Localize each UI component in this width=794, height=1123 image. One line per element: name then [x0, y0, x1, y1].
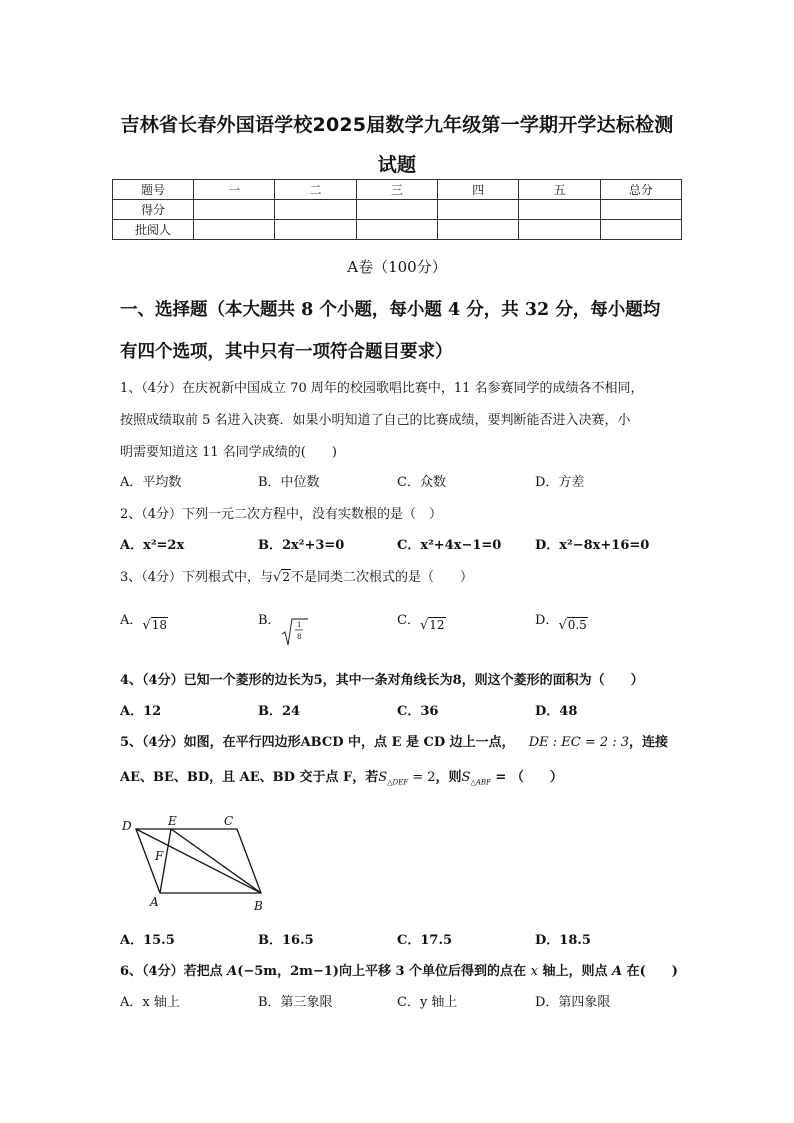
- q3-stem-before: 3、（4分）下列根式中，与: [120, 570, 274, 585]
- q3-option-c[interactable]: [397, 609, 446, 633]
- score-cell[interactable]: [437, 200, 518, 220]
- q6-stem-a: 6、（4分）若把点: [120, 964, 228, 979]
- q1-stem-line3: 明需要知道这 11 名同学成绩的( ): [120, 445, 337, 460]
- score-header-cell: 题号: [113, 180, 194, 200]
- q3-stem-after: 不是同类二次根式的是（ ）: [290, 570, 473, 585]
- label-b: B: [254, 899, 263, 912]
- q6-stem-d: 在( ): [622, 964, 678, 979]
- q5-stem2-b: ，则: [435, 770, 462, 785]
- q1-option-a[interactable]: A．平均数: [120, 475, 182, 490]
- q1-option-d[interactable]: D．方差: [535, 475, 585, 490]
- score-row-label: 得分: [113, 200, 194, 220]
- q6-option-b[interactable]: B．第三象限: [258, 995, 333, 1010]
- label-e: E: [168, 814, 177, 828]
- q1-option-c[interactable]: C．众数: [397, 475, 446, 490]
- q5-parallelogram-figure: [115, 812, 275, 912]
- exam-title-line1: 吉林省长春外国语学校2025届数学九年级第一学期开学达标检测: [120, 114, 674, 136]
- q2-stem: 2、（4分）下列一元二次方程中，没有实数根的是（ ）: [120, 507, 443, 522]
- q3-option-b-denominator: 8: [297, 633, 302, 641]
- score-cell[interactable]: [194, 220, 275, 240]
- q1-stem-line2: 按照成绩取前 5 名进入决赛．如果小明知道了自己的比赛成绩，要判断能否进入决赛，小: [120, 413, 631, 428]
- q5-s-def-sub: △DEF: [387, 778, 409, 787]
- q1-stem-line1: 1、（4分）在庆祝新中国成立 70 周年的校园歌唱比赛中，11 名参赛同学的成绩各不相同，: [120, 381, 644, 396]
- score-cell[interactable]: [275, 220, 356, 240]
- q1-option-b[interactable]: B．中位数: [258, 475, 320, 490]
- score-cell[interactable]: [519, 220, 600, 240]
- label-f: F: [155, 849, 164, 863]
- score-header-cell: 三: [356, 180, 437, 200]
- q3-stem-radicand: 2: [282, 570, 290, 584]
- score-cell[interactable]: [600, 200, 681, 220]
- q2-option-c[interactable]: C．x²+4x−1=0: [397, 538, 502, 553]
- label-d: D: [122, 819, 132, 833]
- exam-title-line2: 试题: [377, 154, 417, 176]
- q5-stem2-c: = （ ）: [490, 770, 563, 785]
- q6-point2: A: [611, 964, 623, 979]
- q5-option-b[interactable]: B．16.5: [258, 933, 314, 948]
- q4-option-a[interactable]: A．12: [120, 704, 162, 719]
- q2-option-a[interactable]: A．x²=2x: [120, 538, 185, 553]
- score-cell[interactable]: [356, 200, 437, 220]
- score-header-cell: 总分: [600, 180, 681, 200]
- score-table-row: [113, 200, 682, 220]
- q6-stem-c: 轴上，则点: [537, 964, 612, 979]
- q4-stem: 4、（4分）已知一个菱形的边长为5，其中一条对角线长为8，则这个菱形的面积为（ ）: [120, 673, 644, 688]
- score-header-cell: 一: [194, 180, 275, 200]
- q4-option-d[interactable]: D．48: [535, 704, 578, 719]
- score-header-cell: 四: [437, 180, 518, 200]
- q3-option-a[interactable]: [120, 609, 168, 633]
- q6-stem-b: (−5m，2m−1)向上平移 3 个单位后得到的点在: [237, 964, 531, 979]
- label-a: A: [150, 895, 159, 909]
- score-header-cell: 五: [519, 180, 600, 200]
- part1-heading-line2: 有四个选项，其中只有一项符合题目要求）: [120, 342, 453, 362]
- q3-option-c-letter: C．: [397, 613, 420, 628]
- score-header-cell: 二: [275, 180, 356, 200]
- score-cell[interactable]: [194, 200, 275, 220]
- q3-stem: [120, 566, 473, 585]
- q3-option-a-radicand: 18: [151, 618, 167, 632]
- q3-option-c-radicand: 12: [429, 618, 445, 632]
- q5-option-a[interactable]: A．15.5: [120, 933, 175, 948]
- score-cell[interactable]: [356, 220, 437, 240]
- segment-be: [171, 829, 261, 893]
- q6-option-c[interactable]: C．y 轴上: [397, 995, 458, 1010]
- q5-option-d[interactable]: D．18.5: [535, 933, 591, 948]
- q4-option-b[interactable]: B．24: [258, 704, 301, 719]
- score-table-header-row: [113, 180, 682, 200]
- score-table: [112, 179, 682, 240]
- radical-sign: √: [273, 570, 282, 585]
- q5-stem1: 5、（4分）如图，在平行四边形ABCD 中，点 E 是 CD 边上一点，: [120, 735, 515, 750]
- q5-stem-line2: [120, 766, 563, 787]
- q3-option-b-radical-fraction: [280, 616, 310, 648]
- q2-option-b[interactable]: B．2x²+3=0: [258, 538, 345, 553]
- part1-heading-line1: 一、选择题（本大题共 8 个小题，每小题 4 分，共 32 分，每小题均: [120, 300, 661, 320]
- q3-option-d-radicand: 0.5: [567, 618, 587, 632]
- q5-s-def-val: = 2: [408, 770, 436, 785]
- q5-option-c[interactable]: C．17.5: [397, 933, 453, 948]
- q3-option-a-letter: A．: [120, 613, 143, 628]
- q6-point: A: [227, 964, 238, 979]
- score-cell[interactable]: [519, 200, 600, 220]
- q3-option-d[interactable]: [535, 609, 588, 633]
- q5-s-abf: S: [461, 770, 471, 785]
- label-c: C: [224, 814, 234, 828]
- score-table-row: [113, 220, 682, 240]
- score-row-label: 批阅人: [113, 220, 194, 240]
- q5-stem2-a: AE、BE、BD，且 AE、BD 交于点 F，若: [120, 770, 379, 785]
- q3-option-b-numerator: 1: [297, 621, 302, 629]
- q6-option-a[interactable]: A．x 轴上: [120, 995, 180, 1010]
- score-cell[interactable]: [275, 200, 356, 220]
- q3-option-b[interactable]: [258, 609, 281, 628]
- q5-s-abf-sub: △ABF: [470, 778, 491, 787]
- radical-sign: √: [142, 618, 151, 633]
- q5-s-def: S: [378, 770, 388, 785]
- q4-option-c[interactable]: C．36: [397, 704, 439, 719]
- radical-sign: √: [558, 618, 567, 633]
- q5-stem1-end: ，连接: [629, 735, 669, 750]
- q3-option-d-letter: D．: [535, 613, 559, 628]
- q5-stem-line1: [120, 731, 668, 750]
- section-a-heading: A卷（100分）: [347, 258, 447, 276]
- radical-sign: √: [419, 618, 429, 633]
- q6-axis: x: [530, 964, 538, 979]
- score-cell[interactable]: [600, 220, 681, 240]
- q3-option-b-letter: B．: [258, 613, 281, 628]
- score-cell[interactable]: [437, 220, 518, 240]
- q6-stem: [120, 960, 678, 979]
- q2-option-d[interactable]: D．x²−8x+16=0: [535, 538, 650, 553]
- q6-option-d[interactable]: D．第四象限: [535, 995, 611, 1010]
- q5-ratio: DE : EC = 2 : 3: [528, 735, 630, 750]
